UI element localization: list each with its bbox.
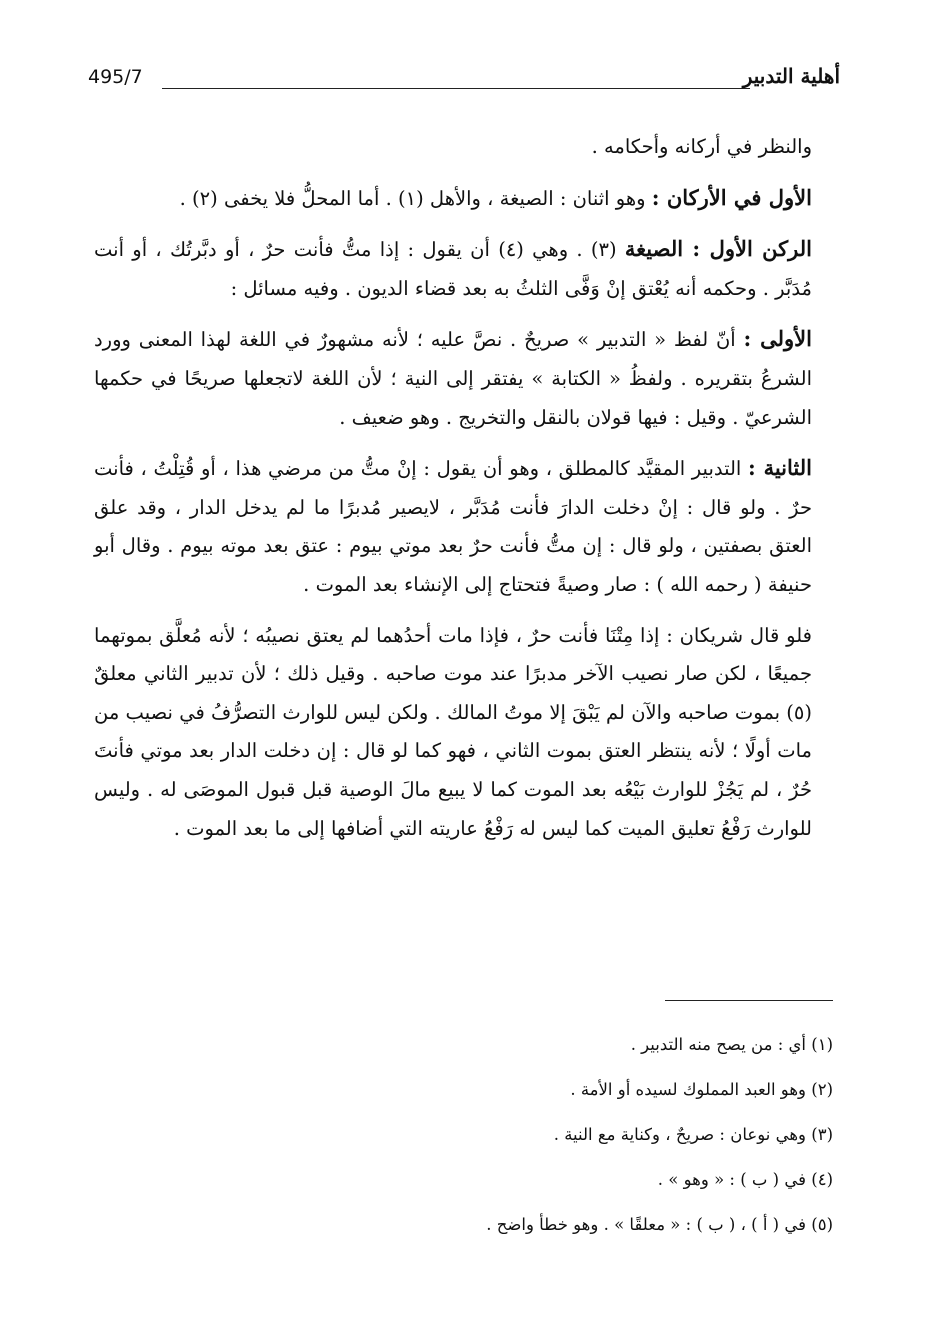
footnote-3: (٣) وهي نوعان : صريحٌ ، وكناية مع النية . xyxy=(553,1125,833,1144)
heading-issue-two: الثانية : xyxy=(748,455,812,481)
paragraph-first-pillar: الركن الأول : الصيغة (٣) . وهي (٤) أن يقول : إذا متُّ فأنت حرٌ ، أو دبَّرتُك ، أو أنت مُدَبَّر . وحكمه أنه يُعْتق إنْ وَفَّى الثلثُ به بعد قضاء الديون . وفيه مسائل : xyxy=(94,236,812,300)
running-header xyxy=(88,66,840,102)
paragraph-pillars: الأول في الأركان : وهو اثنان : الصيغة ، والأهل (١) . أما المحلُّ فلا يخفى (٢) . xyxy=(179,184,812,210)
heading-issue-one: الأولى : xyxy=(743,326,812,352)
footnote-4: (٤) في ( ب ) : « وهو » . xyxy=(657,1170,833,1189)
header-rule xyxy=(162,88,750,89)
chapter-title: أهلية التدبير xyxy=(742,64,840,88)
paragraph-issue-two: الثانية : التدبير المقيَّد كالمطلق ، وهو أن يقول : إنْ متُّ من مرضي هذا ، أو قُتِلْتُ ، فأنت حرٌ . ولو قال : إنْ دخلت الدارَ فأنت مُدَبَّر ، لايصير مُدبرًا ما لم يدخل الدار ، وقد علق العتق بصفتين ، ولو قال : إن متُّ فأنت حرٌ بعد موتي بيوم : عتق بعد موته بيوم . وقال أبو حنيفة ( رحمه الله ) : صار وصيةً فتحتاج إلى الإنشاء بعد الموت . xyxy=(94,455,812,596)
footnote-1: (١) أي : من يصح منه التدبير . xyxy=(630,1035,833,1054)
heading-first-pillar: الركن الأول : الصيغة xyxy=(624,236,812,262)
paragraph-intro: والنظر في أركانه وأحكامه . xyxy=(591,135,812,158)
main-text xyxy=(94,128,812,860)
footnote-rule xyxy=(665,1000,833,1001)
footnotes xyxy=(115,1022,833,1247)
heading-pillars: الأول في الأركان : xyxy=(651,184,812,210)
paragraph-partners: فلو قال شريكان : إذا مِتْنَا فأنت حرٌ ، فإذا مات أحدُهما لم يعتق نصيبُه ؛ لأنه مُعلَّق بموتهما جميعًا ، لكن صار نصيب الآخر مدبرًا عند موت صاحبه . وقيل ذلك ؛ لأن تدبير الثاني معلقٌ (٥) بموت صاحبه والآن لم يَبْقَ إلا موتُ المالك . ولكن ليس للوارث التصرُّفُ في نصيب من مات أولًا ؛ لأنه ينتظر العتق بموت الثاني ، فهو كما لو قال : إن دخلت الدار بعد موتي فأنتَ حُرٌ ، لم يَجُزْ للوارث بَيْعُه بعد الموت كما لا يبيع مالَ الوصية قبل قبول الموصَى له . وليس للوارث رَفْعُ تعليق الميت كما ليس له رَفْعُ عاريته التي أضافها إلى ما بعد الموت . xyxy=(94,623,812,840)
paragraph-issue-one: الأولى : أنّ لفظ « التدبير » صريحٌ . نصَّ عليه ؛ لأنه مشهورٌ في اللغة لهذا المعنى وورد الشرعُ بتقريره . ولفظُ « الكتابة » يفتقر إلى النية ؛ لأن اللغة لاتجعلها صريحًا في حكمها الشرعيّ . وقيل : فيها قولان بالنقل والتخريج . وهو ضعيف . xyxy=(94,326,812,429)
footnote-5: (٥) في ( أ ) ، ( ب ) : « معلقًا » . وهو خطأ واضح . xyxy=(486,1215,833,1234)
footnote-2: (٢) وهو العبد المملوك لسيده أو الأمة . xyxy=(570,1080,833,1099)
page-number: 495/7 xyxy=(88,66,143,88)
